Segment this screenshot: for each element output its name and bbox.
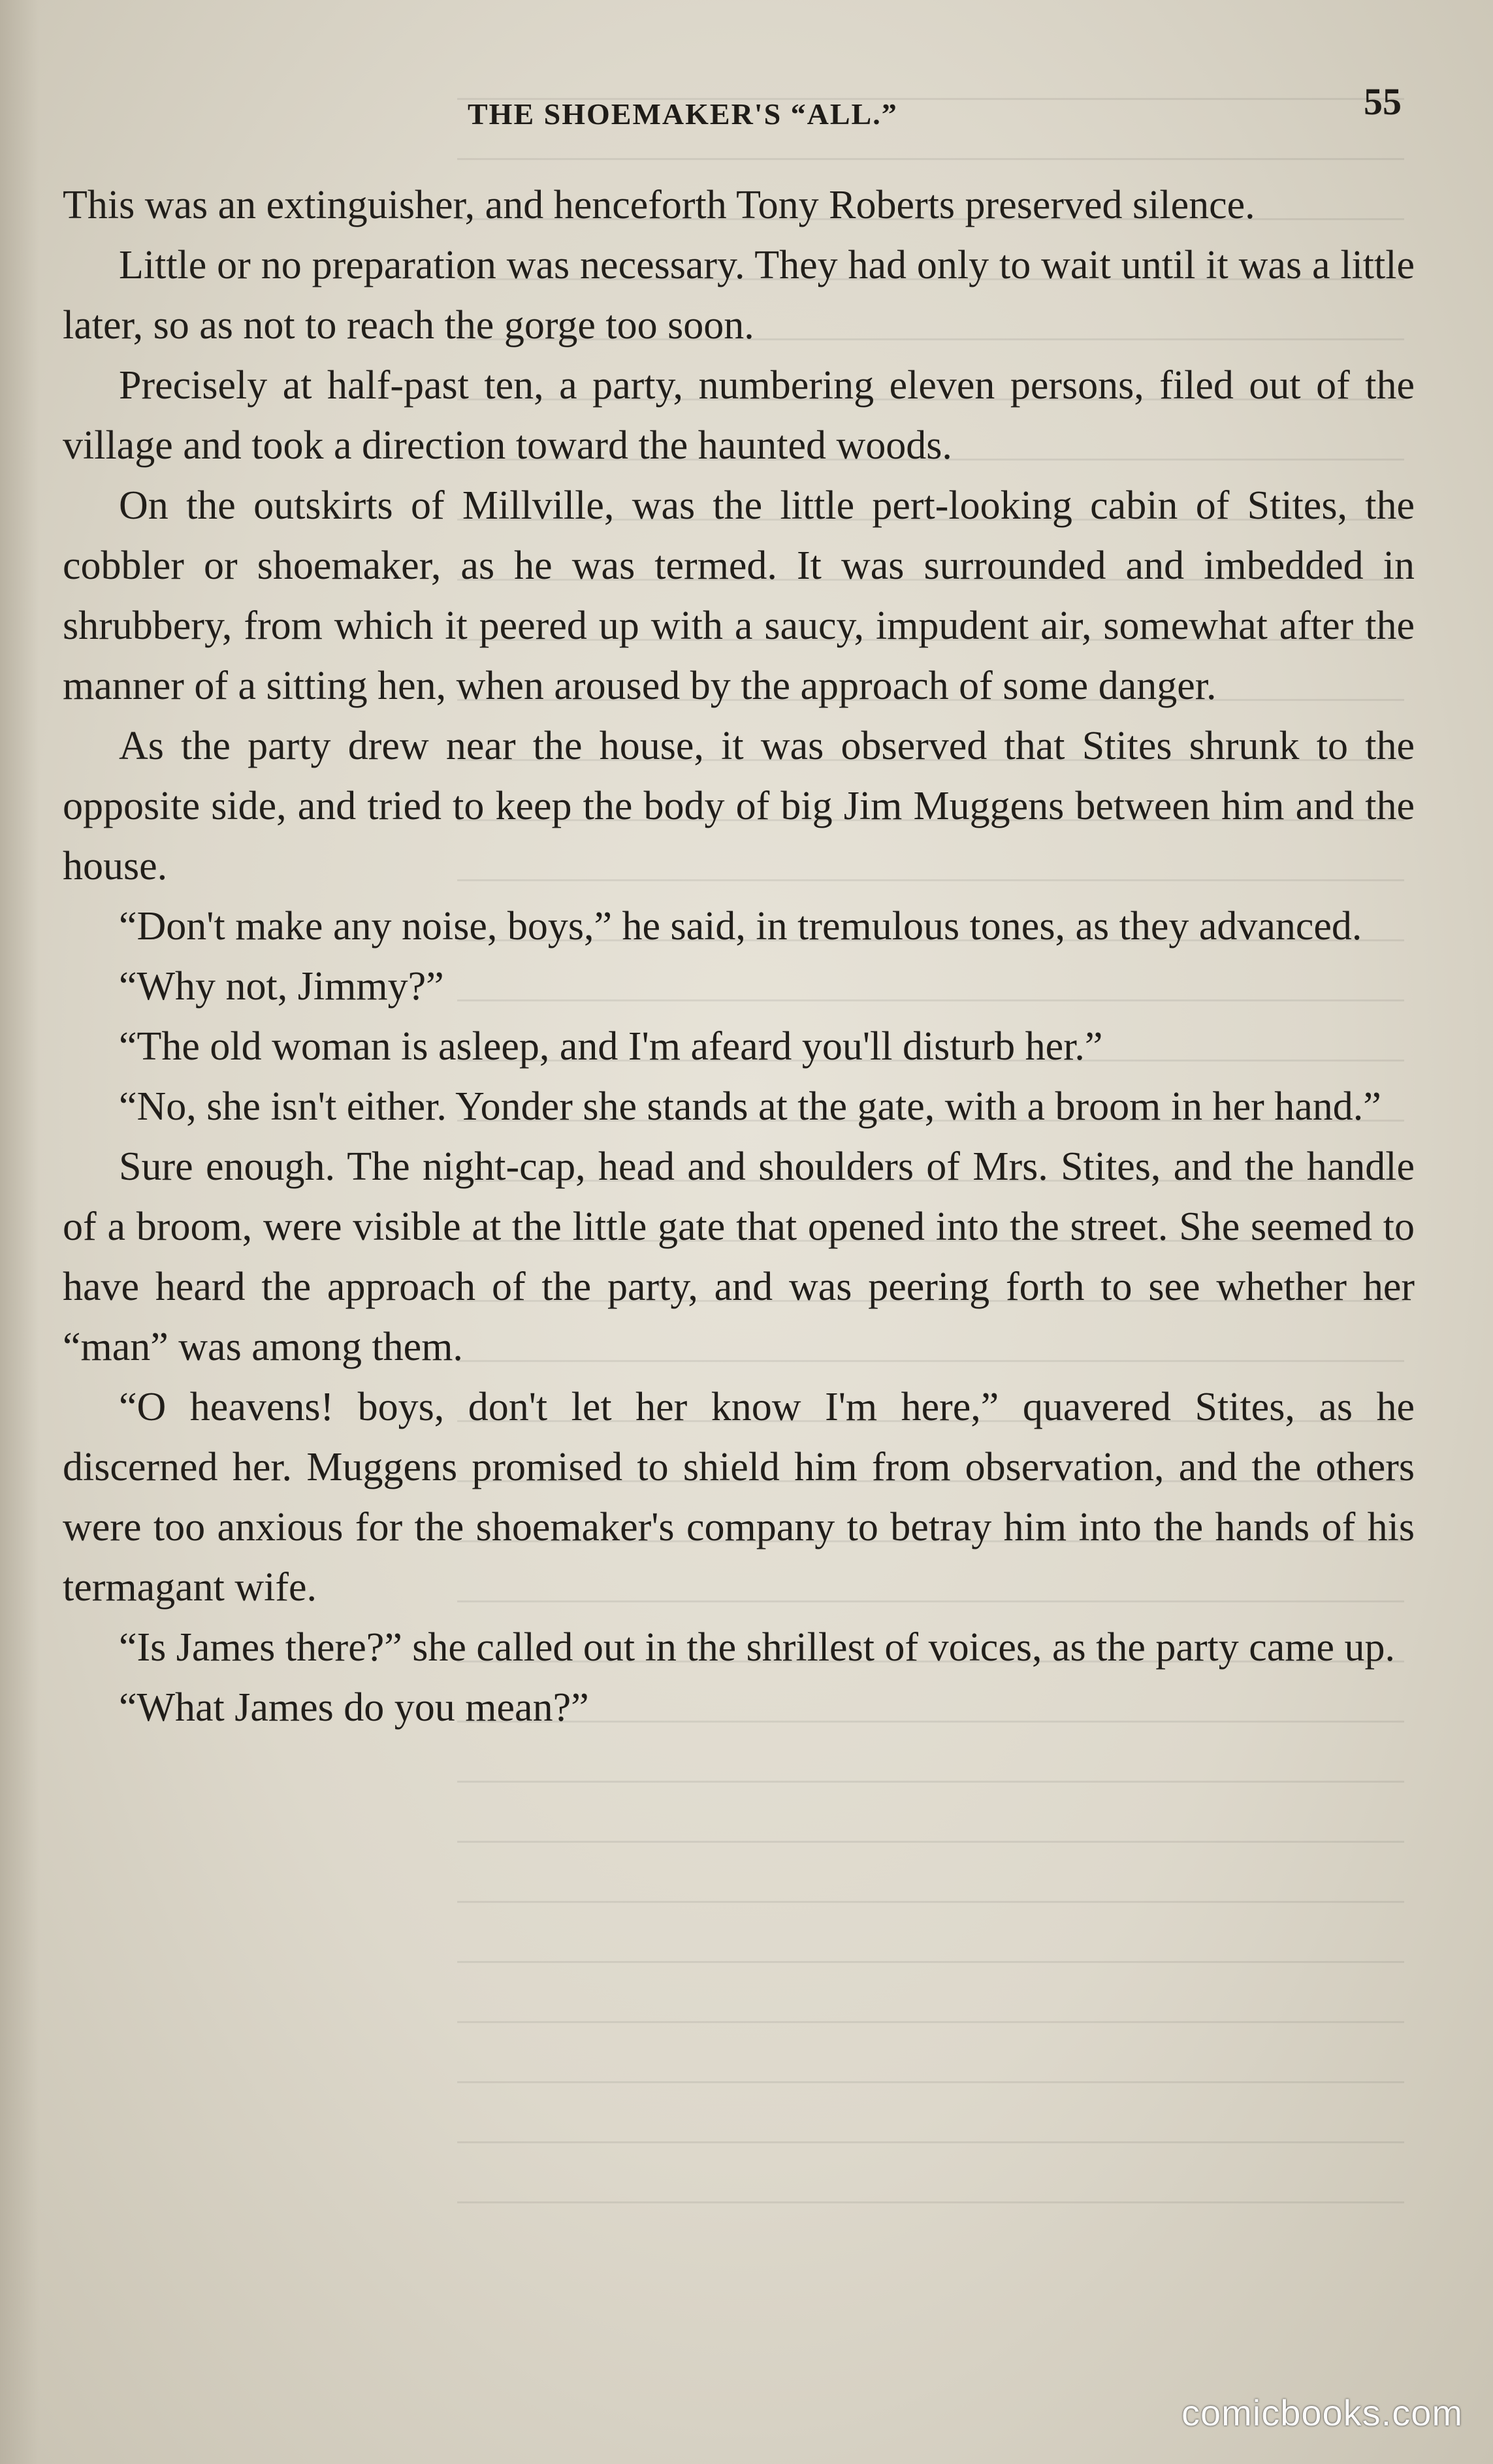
paragraph: Little or no preparation was necessary. They had only to wait until it was a little later, so as not to reach the gorge too soon. bbox=[63, 243, 1415, 348]
paragraph: This was an extinguisher, and henceforth Tony Roberts preserved silence. bbox=[63, 183, 1255, 227]
paragraph: As the party drew near the house, it was observed that Stites shrunk to the opposite side, and tried to keep the body of big Jim Muggens between him and the house. bbox=[63, 724, 1415, 888]
page-header bbox=[63, 77, 1402, 149]
paragraph: “What James do you mean?” bbox=[119, 1685, 589, 1730]
watermark: comicbooks.com bbox=[1181, 2392, 1463, 2433]
paragraph: “Don't make any noise, boys,” he said, in tremulous tones, as they advanced. bbox=[119, 904, 1362, 948]
body-text bbox=[63, 175, 1415, 1738]
page-number: 55 bbox=[1364, 80, 1402, 123]
paragraph: “No, she isn't either. Yonder she stands at the gate, with a broom in her hand.” bbox=[119, 1084, 1381, 1129]
paragraph: “O heavens! boys, don't let her know I'm here,” quavered Stites, as he discerned her. Muggens promised to shield him from observation, and the others were too anxious for the shoemaker's company to betray him into the hands of his termagant wife. bbox=[63, 1385, 1415, 1610]
page-binding-shadow bbox=[0, 0, 39, 2464]
paragraph: Precisely at half-past ten, a party, numbering eleven persons, filed out of the village and took a direction toward the haunted woods. bbox=[63, 363, 1415, 468]
paragraph: “Is James there?” she called out in the shrillest of voices, as the party came up. bbox=[119, 1625, 1396, 1670]
paragraph: Sure enough. The night-cap, head and shoulders of Mrs. Stites, and the handle of a broom, were visible at the little gate that opened into the street. She seemed to have heard the approach of the party, and was peering forth to see whether her “man” was among them. bbox=[63, 1144, 1415, 1369]
paragraph: “The old woman is asleep, and I'm afeard you'll disturb her.” bbox=[119, 1024, 1103, 1069]
running-title: THE SHOEMAKER'S “ALL.” bbox=[468, 97, 898, 131]
paragraph: “Why not, Jimmy?” bbox=[119, 964, 444, 1009]
paragraph: On the outskirts of Millville, was the little pert-looking cabin of Stites, the cobbler or shoemaker, as he was termed. It was surrounded and imbedded in shrubbery, from which it peered up with a saucy, impudent air, somewhat after the manner of a sitting hen, when aroused by the approach of some danger. bbox=[63, 483, 1415, 708]
